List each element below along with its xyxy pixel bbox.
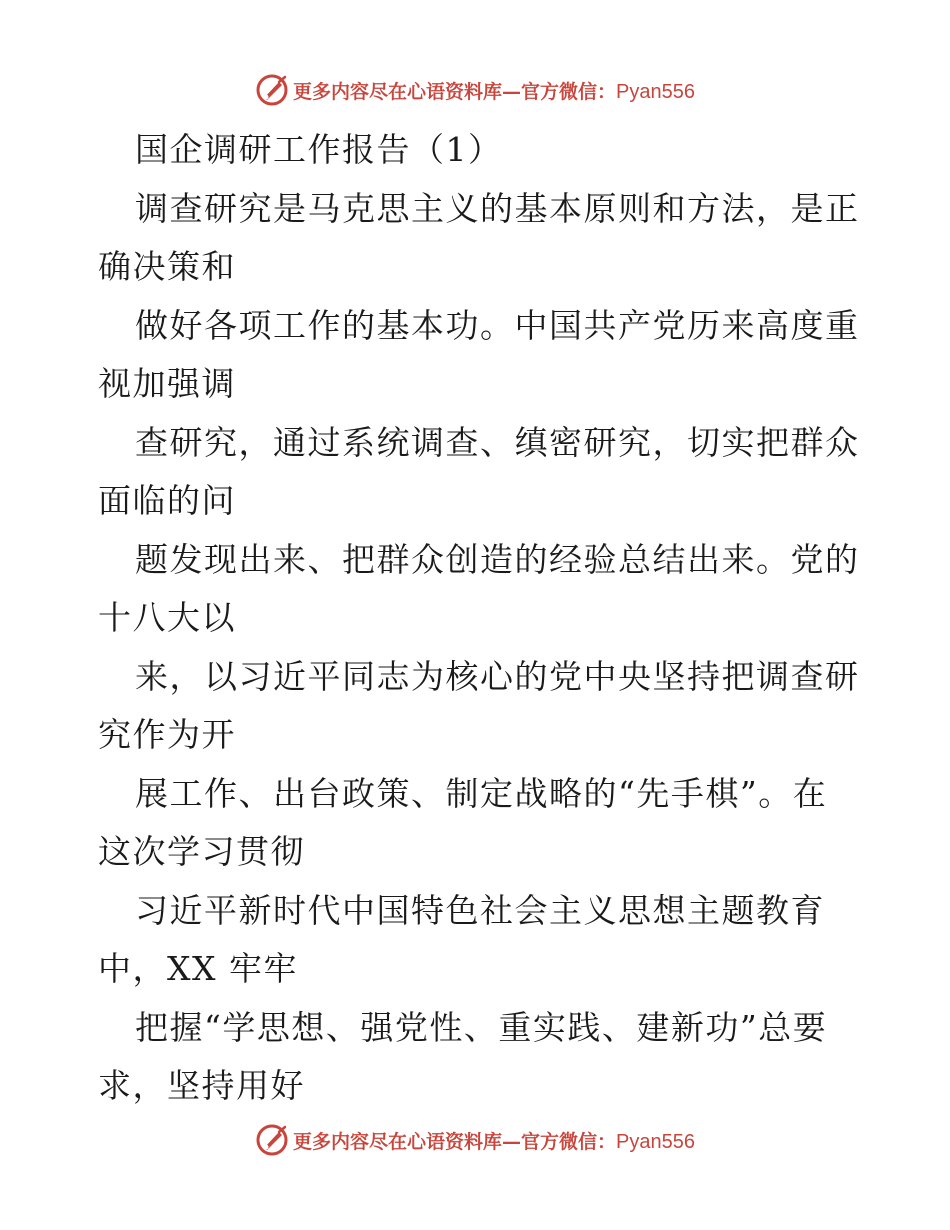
paragraph-line: 面临的问 xyxy=(98,481,236,520)
watermark-text-cn: 更多内容尽在心语资料库—官方微信： xyxy=(293,1130,617,1153)
paragraph-line: 求，坚持用好 xyxy=(98,1066,305,1105)
watermark-text xyxy=(293,1127,695,1154)
document-title: 国企调研工作报告（1） xyxy=(135,130,503,169)
paragraph-line: 查研究，通过系统调查、缜密研究，切实把群众 xyxy=(135,422,860,462)
header-watermark xyxy=(0,70,950,110)
paragraph-line: 把握“学思想、强党性、重实践、建新功”总要 xyxy=(135,1007,828,1047)
paragraph-line: 展工作、出台政策、制定战略的“先手棋”。在 xyxy=(135,773,828,813)
quill-logo-icon xyxy=(255,1123,289,1157)
paragraph-line: 确决策和 xyxy=(98,247,236,286)
paragraph-line: 究作为开 xyxy=(98,715,236,754)
paragraph-line: 这次学习贯彻 xyxy=(98,832,305,871)
paragraph-line: 来，以习近平同志为核心的党中央坚持把调查研 xyxy=(135,656,860,696)
paragraph-line: 习近平新时代中国特色社会主义思想主题教育 xyxy=(135,890,825,930)
paragraph-line: 视加强调 xyxy=(98,364,236,403)
paragraph-line: 十八大以 xyxy=(98,598,236,637)
document-body xyxy=(98,121,858,1116)
watermark-text xyxy=(293,77,695,104)
paragraph-line: 题发现出来、把群众创造的经验总结出来。党的 xyxy=(135,539,860,579)
paragraph-line: 做好各项工作的基本功。中国共产党历来高度重 xyxy=(135,305,860,345)
watermark-wechat-id: Pyan556 xyxy=(616,1130,695,1153)
watermark-wechat-id: Pyan556 xyxy=(616,80,695,103)
quill-logo-icon xyxy=(255,73,289,107)
footer-watermark xyxy=(0,1120,950,1160)
paragraph-line: 调查研究是马克思主义的基本原则和方法，是正 xyxy=(135,188,860,228)
paragraph-line: 中，XX 牢牢 xyxy=(98,949,298,988)
watermark-text-cn: 更多内容尽在心语资料库—官方微信： xyxy=(293,80,617,103)
